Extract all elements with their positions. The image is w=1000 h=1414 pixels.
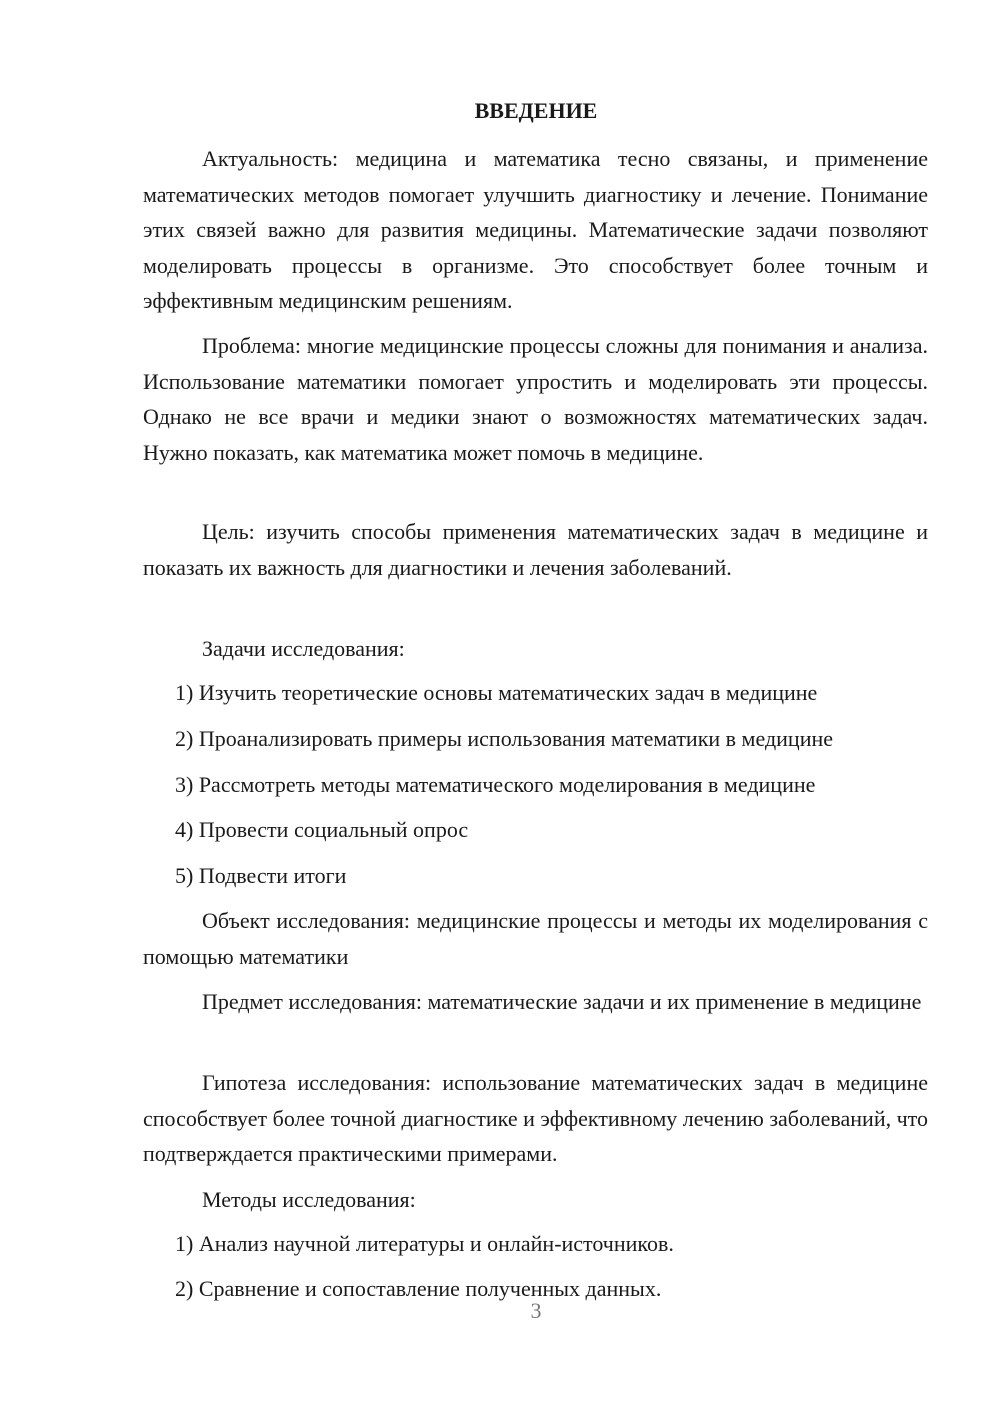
subject-paragraph: Предмет исследования: математические задачи и их применение в медицине: [202, 989, 922, 1014]
task-item: 3) Рассмотреть методы математического моделирования в медицине: [175, 772, 816, 797]
relevance-paragraph: Актуальность: медицина и математика тесно связаны, и применение математических методов помогает улучшить диагностику и лечение. Понимание этих связей важно для развития медицины. Математические задачи позволяют моделировать процессы в организме. Это способствует более точным и эффективным медицинским решениям.: [143, 146, 928, 313]
hypothesis-paragraph: Гипотеза исследования: использование математических задач в медицине способствует более точной диагностике и эффективному лечению заболеваний, что подтверждается практическими примерами.: [143, 1070, 928, 1166]
task-item: 5) Подвести итоги: [175, 863, 347, 888]
method-item: 1) Анализ научной литературы и онлайн-источников.: [175, 1231, 674, 1256]
method-item: 2) Сравнение и сопоставление полученных данных.: [175, 1276, 662, 1301]
tasks-heading: Задачи исследования:: [202, 636, 405, 661]
task-item: 1) Изучить теоретические основы математических задач в медицине: [175, 680, 818, 705]
problem-paragraph: Проблема: многие медицинские процессы сложны для понимания и анализа. Использование математики помогает упростить и моделировать эти процессы. Однако не все врачи и медики знают о возможностях математических задач. Нужно показать, как математика может помочь в медицине.: [143, 333, 928, 465]
task-item: 4) Провести социальный опрос: [175, 817, 469, 842]
page-title: ВВЕДЕНИЕ: [474, 98, 598, 123]
goal-paragraph: Цель: изучить способы применения математических задач в медицине и показать их важность для диагностики и лечения заболеваний.: [143, 519, 928, 580]
methods-heading: Методы исследования:: [202, 1187, 416, 1212]
object-paragraph: Объект исследования: медицинские процессы и методы их моделирования с помощью математики: [143, 908, 928, 969]
page-number: 3: [530, 1298, 542, 1323]
task-item: 2) Проанализировать примеры использования математики в медицине: [175, 726, 834, 751]
